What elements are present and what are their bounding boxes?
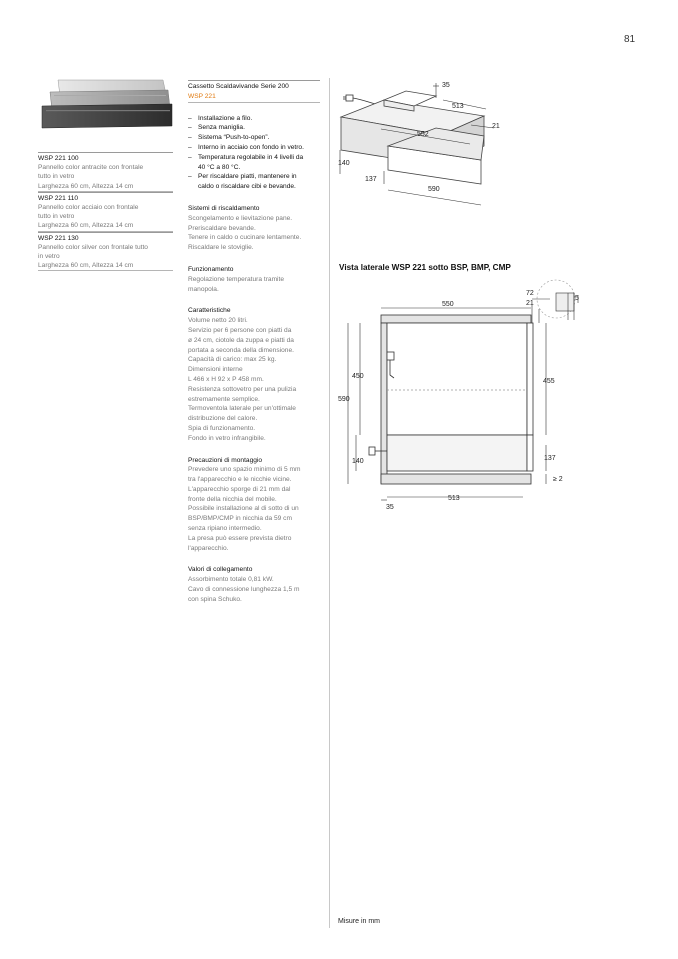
section-line: manopola. [188,285,219,293]
model-size: Larghezza 60 cm, Altezza 14 cm [38,261,173,271]
product-code: WSP 221 [188,92,320,103]
iso-dim-590: 590 [428,186,440,193]
section-title: Caratteristiche [188,307,231,315]
feature-item [188,114,320,124]
section-connection [188,565,320,604]
product-series: Cassetto Scaldavivande Serie 200 [188,80,320,92]
desc-line: Pannello color acciaio con frontale [38,204,139,212]
section-title: Precauzioni di montaggio [188,456,263,464]
section-line: BSP/BMP/CMP in nicchia da 59 cm [188,515,292,523]
section-line: Preriscaldare bevande. [188,224,256,232]
model-description [38,243,173,261]
section-line: distribuzione del calore. [188,415,258,423]
section-line: Resistenza sottovetro per una pulizia [188,385,297,393]
model-item [38,152,173,192]
feature-item [188,143,320,153]
feature-line: – Sistema “Push-to-open”. [198,134,270,142]
section-line: L'apparecchio sporge di 21 mm dal [188,485,291,493]
side-dim-35: 35 [386,504,394,511]
product-details [188,80,320,617]
section-line: Dimensioni interne [188,366,243,374]
section-line: La presa può essere prevista dietro [188,534,292,542]
cabinet-structure [381,315,533,484]
feature-line: caldo o riscaldare cibi e bevande. [198,183,296,191]
model-description [38,163,173,181]
iso-dim-35: 35 [442,82,450,89]
side-dim-72: 72 [526,290,534,297]
side-dim-513: 513 [448,495,460,502]
model-name: WSP 221 100 [38,155,79,162]
feature-line: – Interno in acciaio con fondo in vetro. [198,143,304,151]
section-body [188,316,320,443]
section-line: ø 24 cm, ciotole da zuppa e piatti da [188,336,294,344]
section-line: Possibile installazione al di sotto di un [188,505,299,513]
column-divider [329,78,330,928]
section-line: Regolazione temperatura tramite [188,275,285,283]
feature-line: – Senza maniglia. [198,124,245,132]
section-body [188,214,320,253]
section-body [188,465,320,553]
iso-dim-513: 513 [452,103,464,110]
drawer-anthracite [42,104,172,128]
desc-line: tutto in vetro [38,173,75,181]
section-heating [188,204,320,253]
section-line: Volume netto 20 litri. [188,317,248,325]
desc-line: Pannello color antracite con frontale [38,164,144,172]
feature-list [188,114,320,192]
feature-line: – Installazione a filo. [198,114,253,122]
desc-line: tutto in vetro [38,213,75,221]
side-dim-590: 590 [338,396,350,403]
iso-dim-552: 552 [417,131,429,138]
side-dim-455: 455 [543,378,555,385]
section-line: Servizio per 6 persone con piatti da [188,326,292,334]
feature-item [188,172,320,192]
section-line: Assorbimento totale 0,81 kW. [188,576,274,584]
section-installation [188,456,320,554]
iso-dim-21: 21 [492,123,500,130]
section-line: con spina Schuko. [188,595,242,603]
side-dim-140: 140 [352,458,364,465]
side-dim-137: 137 [544,455,556,462]
side-dim-450: 450 [352,373,364,380]
product-photo [38,78,173,136]
section-line: Riscaldare le stoviglie. [188,244,254,252]
section-title: Valori di collegamento [188,566,253,574]
feature-line: 40 °C a 80 °C. [198,163,241,171]
section-title: Sistemi di riscaldamento [188,204,260,212]
desc-line: Pannello color silver con frontale tutto [38,243,148,251]
section-line: Scongelamento e lievitazione pane. [188,214,293,222]
section-line: Tenere in caldo o cucinare lentamente. [188,234,302,242]
section-line: senza ripiano intermedio. [188,525,262,533]
model-size: Larghezza 60 cm, Altezza 14 cm [38,182,173,192]
section-line: portata a seconda della dimensione. [188,346,294,354]
footer-note: Misure in mm [338,918,381,925]
section-title: Funzionamento [188,265,234,273]
feature-line: – Per riscaldare piatti, mantenere in [198,173,297,181]
model-item [38,192,173,232]
section-operation [188,265,320,294]
section-line: Termoventola laterale per un'ottimale [188,405,296,413]
side-dim-2: ≥ 2 [553,476,563,483]
detail-circle [532,280,578,323]
section-line: Prevedere uno spazio minimo di 5 mm [188,466,301,474]
section-line: Capacità di carico: max 25 kg. [188,356,277,364]
model-name: WSP 221 110 [38,194,79,202]
section-line: Spia di funzionamento. [188,424,256,432]
section-line: tra l'apparecchio e le nicchie vicine. [188,476,292,484]
page-number: 81 [624,34,636,45]
section-body [188,575,320,604]
iso-dim-137: 137 [365,176,377,183]
feature-item [188,153,320,173]
feature-item [188,123,320,133]
section-features [188,306,320,443]
side-dim-550: 550 [442,301,454,308]
section-line: Cavo di connessione lunghezza 1,5 m [188,586,300,594]
feature-line: – Temperatura regolabile in 4 livelli da [198,153,304,161]
side-dim-5: 5 [575,295,579,302]
section-line: fronte della nicchia del mobile. [188,495,277,503]
model-size: Larghezza 60 cm, Altezza 14 cm [38,221,173,231]
model-name: WSP 221 130 [38,234,79,242]
iso-dim-140: 140 [338,160,350,167]
model-list [38,152,173,271]
isometric-drawing [336,78,506,208]
section-line: l'apparecchio. [188,544,229,552]
section-line: estremamente semplice. [188,395,260,403]
section-body [188,275,320,295]
feature-item [188,133,320,143]
section-line: Fondo in vetro infrangibile. [188,434,266,442]
model-description [38,203,173,221]
model-item [38,232,173,272]
side-view-drawing [338,275,588,515]
side-dim-21: 21 [526,300,534,307]
side-view-title: Vista laterale WSP 221 sotto BSP, BMP, CMP [339,263,511,272]
section-line: L 466 x H 92 x P 458 mm. [188,375,264,383]
desc-line: in vetro [38,253,60,261]
